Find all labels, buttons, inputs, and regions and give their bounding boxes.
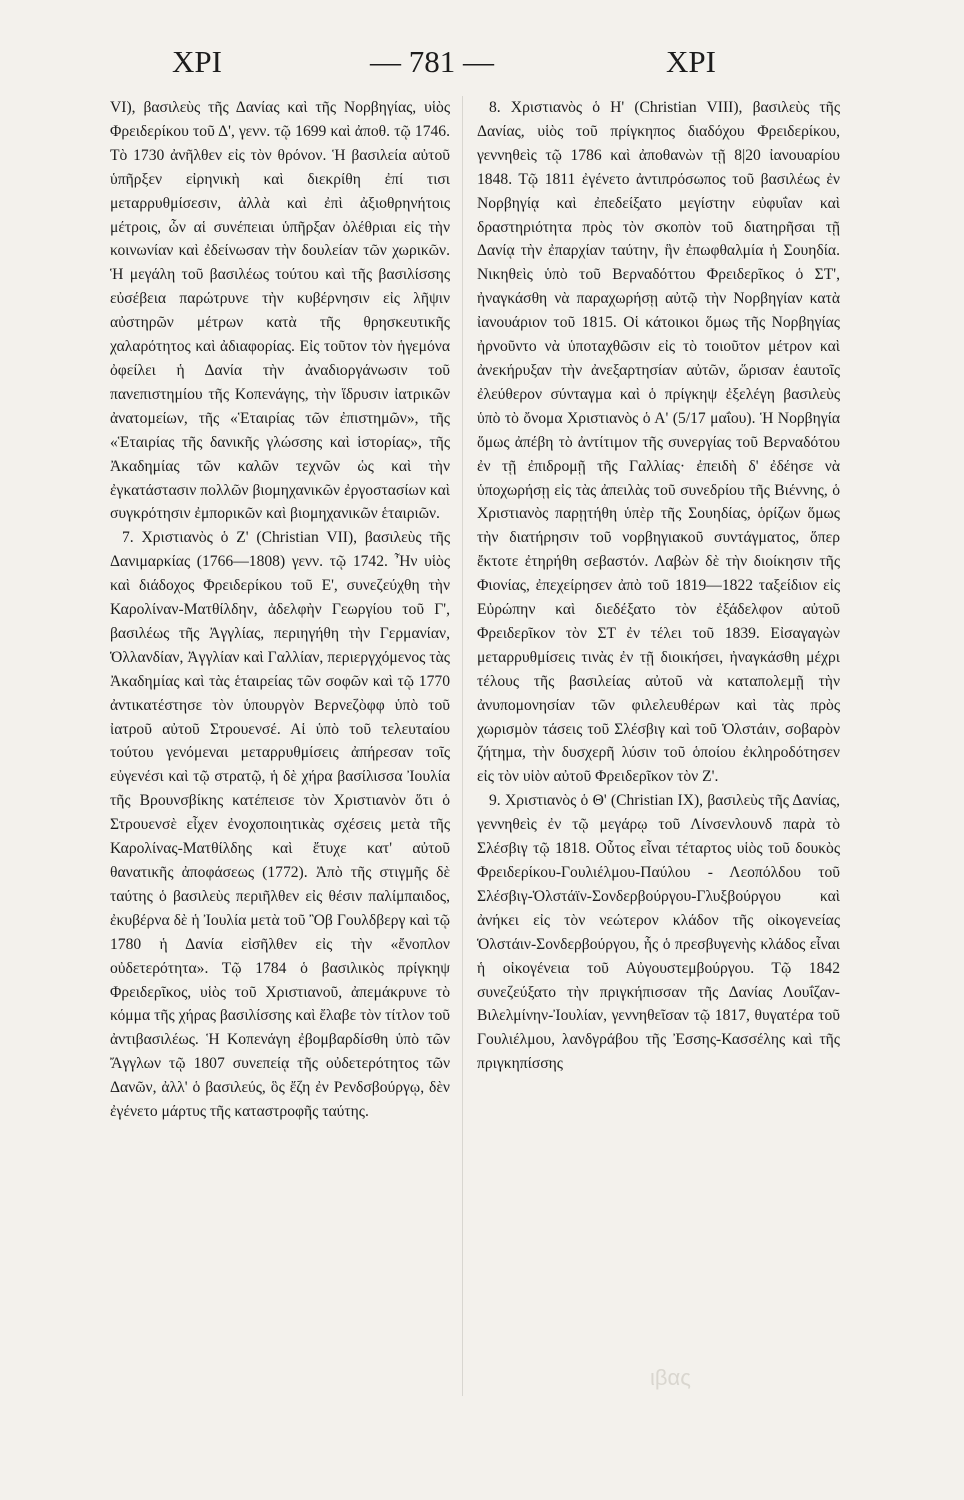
right-column bbox=[477, 96, 840, 1076]
left-column bbox=[110, 96, 450, 1124]
entry-6-continuation: VI), βασιλεὺς τῆς Δανίας καὶ τῆς Νορβηγίας, υἱὸς Φρειδερίκου τοῦ Δ', γενν. τῷ 1699 καὶ ἀποθ. τῷ 1746. Τὸ 1730 ἀνῆλθεν εἰς τὸν θρόνον. Ἡ βασιλεία αὐτοῦ ὑπῆρξεν εἰρηνικὴ καὶ διεκρίθη ἐπί τισι μεταρρυθμίσεσιν, ἀλλὰ καὶ ἐπὶ ἀξιοθρηνήτοις μέτροις, ὧν αἱ συνέπειαι ὑπῆρξαν ὀλέθριαι εἰς τὴν κοινωνίαν καὶ ἐδείνωσαν τὴν δουλείαν τῶν χωρικῶν. Ἡ μεγάλη τοῦ βασιλέως τούτου καὶ τῆς βασιλίσσης εὐσέβεια παρώτρυνε τὴν κυβέρνησιν εἰς λῆψιν αὐστηρῶν μέτρων κατὰ τῆς θρησκευτικῆς χαλαρότητος καὶ ἀδιαφορίας. Εἰς τοῦτον τὸν ἡγεμόνα ὀφείλει ἡ Δανία τὴν ἀναδιοργάνωσιν τοῦ πανεπιστημίου τῆς Κοπενάγης, τὴν ἵδρυσιν ἰατρικῶν ἀνατομείων, τῆς «Ἑταιρίας τῶν ἐπιστημῶν», τῆς «Ἑταιρίας τῆς δανικῆς γλώσσης καὶ ἱστορίας», τῆς Ἀκαδημίας τῶν καλῶν τεχνῶν ὡς καὶ τὴν ἐγκατάστασιν πολλῶν βιομηχανικῶν ἐργοστασίων καὶ συγκρότησιν ἐμπορικῶν καὶ βιομηχανικῶν ἑταιριῶν. bbox=[110, 99, 450, 523]
column-gutter bbox=[462, 96, 463, 1396]
header-left-term: XPI bbox=[172, 44, 222, 79]
page-header bbox=[60, 44, 904, 84]
entry-7: 7. Χριστιανὸς ὁ Ζ' (Christian VII), βασιλεὺς τῆς Δανιμαρκίας (1766—1808) γενν. τῷ 1742. Ἦν υἱὸς καὶ διάδοχος Φρειδερίκου τοῦ Ε', συνεζεύχθη τὴν Καρολίναν-Ματθίλδην, ἀδελφὴν Γεωργίου τοῦ Γ', βασιλέως τῆς Ἀγγλίας, περιηγήθη τὴν Γερμανίαν, Ὁλλανδίαν, Ἀγγλίαν καὶ Γαλλίαν, περιεργχόμενος τὰς Ἀκαδημίας καὶ τὰς ἑταιρείας τῶν σοφῶν καὶ τῷ 1770 ἀντικατέστησε τὸν ὑπουργὸν Βερνεζὸφφ ὑπὸ τοῦ ἰατροῦ αὐτοῦ Στρουενσέ. Αἱ ὑπὸ τοῦ τελευταίου τούτου γενόμεναι μεταρρυθμίσεις ἀπήρεσαν τοῖς εὐγενέσι καὶ τῷ στρατῷ, ἡ δὲ χήρα βασίλισσα Ἰουλία τῆς Βρουνσβίκης κατέπεισε τὸν Χριστιανὸν ὅτι ὁ Στρουενσὲ εἶχεν ἐνοχοποιητικὰς σχέσεις μετὰ τῆς Καρολίνας-Ματθίλδης καὶ ἔτυχε κατ' αὐτοῦ θανατικῆς ἀποφάσεως (1772). Ἀπὸ τῆς στιγμῆς δὲ ταύτης ὁ βασιλεὺς περιῆλθεν εἰς θέσιν παλίμπαιδος, ἐκυβέρνα δὲ ἡ Ἰουλία μετὰ τοῦ Ὂβ Γουλδβεργ καὶ τῷ 1780 ἡ Δανία εἰσῆλθεν εἰς τὴν «ἔνοπλον οὐδετερότητα». Τῷ 1784 ὁ βασιλικὸς πρίγκηψ Φρειδερῖκος, υἱὸς τοῦ Χριστιανοῦ, ἀπεμάκρυνε τὸ κόμμα τῆς χήρας βασιλίσσης καὶ ἔλαβε τὸν τίτλον τοῦ ἀντιβασιλέως. Ἡ Κοπενάγη ἐβομβαρδίσθη ὑπὸ τῶν Ἄγγλων τῷ 1807 συνεπείᾳ τῆς οὐδετερότητος τῶν Δανῶν, ἀλλ' ὁ βασιλεύς, ὃς ἔζη ἐν Ρενδσβούργῳ, δὲν ἐγένετο μάρτυς τῆς καταστροφῆς ταύτης. bbox=[110, 529, 450, 1121]
entry-8: 8. Χριστιανὸς ὁ Η' (Christian VIII), βασιλεὺς τῆς Δανίας, υἱὸς τοῦ πρίγκηπος διαδόχου Φρειδερίκου, γεννηθεὶς τῷ 1786 καὶ ἀποθανὼν τῇ 8|20 ἰανουαρίου 1848. Τῷ 1811 ἐγένετο ἀντιπρόσωπος τοῦ βασιλέως ἐν Νορβηγίᾳ καὶ ἐπεδείξατο μεγίστην εὐφυΐαν καὶ δραστηριότητα πρὸς τὸν σκοπὸν τοῦ διατηρῆσαι τῇ Δανίᾳ τὴν ἐπαρχίαν ταύτην, ἣν ἐπωφθαλμία ἡ Σουηδία. Νικηθεὶς ὑπὸ τοῦ Βερναδόττου Φρειδερῖκος ὁ ΣΤ', ἠναγκάσθη νὰ παραχωρήσῃ αὐτῷ τὴν Νορβηγίαν κατὰ ἰανουάριον τοῦ 1815. Οἱ κάτοικοι ὅμως τῆς Νορβηγίας ἠρνοῦντο νὰ ὑποταχθῶσιν εἰς τὸ τοιοῦτον μέτρον καὶ ἀνεκήρυξαν τὴν ἀνεξαρτησίαν αὐτῶν, ὥρισαν ἑαυτοῖς ἐλεύθερον σύνταγμα καὶ ὁ πρίγκηψ ἐξελέγη βασιλεὺς ὑπὸ τὸ ὄνομα Χριστιανὸς ὁ Α' (5/17 μαΐου). Ἡ Νορβηγία ὅμως ἀπέβη τὸ ἀντίτιμον τῆς συνεργίας τοῦ Βερναδότου ἐν τῇ ἐπιδρομῇ τῆς Γαλλίας· ἐπειδὴ δ' ἐδέησε νὰ ὑποχωρήσῃ εἰς τὰς ἀπειλὰς τοῦ συνεδρίου τῆς Βιέννης, ὁ Χριστιανὸς παρῃτήθη ὑπὲρ τῆς Σουηδίας, ὁρίζων ὅμως τὴν διατήρησιν τοῦ νορβηγιακοῦ συντάγματος, ὅπερ ἔκτοτε ἐτηρήθη σεβαστόν. Λαβὼν δὲ τὴν διοίκησιν τῆς Φιονίας, ἐπεχείρησεν ἀπὸ τοῦ 1819—1822 ταξείδιον εἰς Εὐρώπην καὶ διεδέξατο τὸν ἐξάδελφον αὐτοῦ Φρειδερῖκον τὸν ΣΤ ἐν τέλει τοῦ 1839. Εἰσαγαγὼν μεταρρυθμίσεις τινὰς ἐν τῇ διοικήσει, ἠναγκάσθη μέχρι τέλους τῆς βασιλείας αὐτοῦ νὰ καταπολεμῇ τὴν ἀνυπομονησίαν τῶν φιλελευθέρων καὶ τὰς πρὸς χωρισμὸν τάσεις τοῦ Σλέσβιγ καὶ τοῦ Ὁλστάιν, σοβαρὸν ζήτημα, τὴν δυσχερῆ λύσιν τοῦ ὁποίου ἐκληροδότησεν εἰς τὸν υἱὸν αὐτοῦ Φρειδερῖκον τὸν Ζ'. bbox=[477, 99, 840, 786]
entry-9: 9. Χριστιανὸς ὁ Θ' (Christian IX), βασιλεὺς τῆς Δανίας, γεννηθεὶς ἐν τῷ μεγάρῳ τοῦ Λίνσενλουνδ παρὰ τὸ Σλέσβιγ τῷ 1818. Οὗτος εἶναι τέταρτος υἱὸς τοῦ δουκὸς Φρειδερίκου-Γουλιέλμου-Παύλου - Λεοπόλδου τοῦ Σλέσβιγ-Ὁλστάϊν-Σονδερβούργου-Γλυξβούργου καὶ ἀνήκει εἰς τὸν νεώτερον κλάδον τῆς οἰκογενείας Ὁλστάιν-Σονδερβούργου, ἧς ὁ πρεσβυγενὴς κλάδος εἶναι ἡ οἰκογένεια τοῦ Αὐγουστεμβούργου. Τῷ 1842 συνεζεύξατο τὴν πριγκήπισσαν τῆς Δανίας Λουΐζαν-Βιλελμίνην-Ἰουλίαν, γεννηθεῖσαν τῷ 1817, θυγατέρα τοῦ Γουλιέλμου, λανδγράβου τῆς Ἐσσης-Κασσέλης καὶ τῆς πριγκηπίσσης bbox=[477, 792, 840, 1073]
watermark-text: ιβας bbox=[650, 1365, 691, 1390]
page-number: — 781 — bbox=[370, 44, 494, 79]
header-right-term: XPI bbox=[666, 44, 716, 79]
